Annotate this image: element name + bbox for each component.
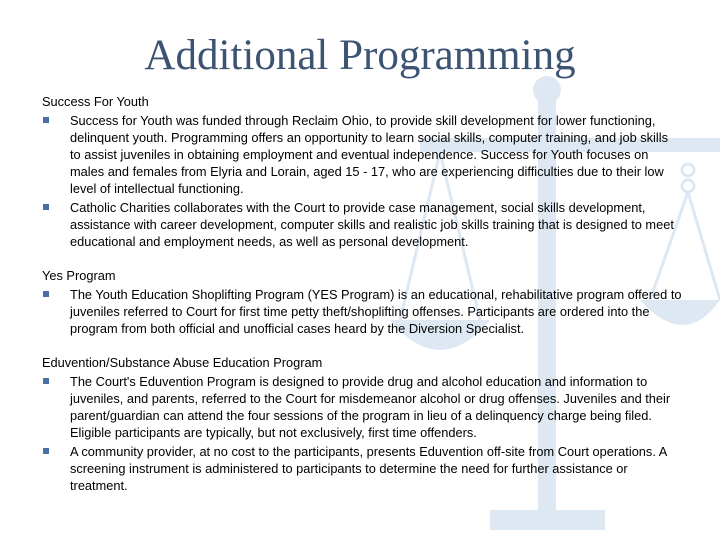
bullet-list [42,286,682,337]
page-title: Additional Programming [144,32,576,79]
square-bullet-icon [43,378,49,384]
list-item-text: The Youth Education Shoplifting Program (YES Program) is an educational, rehabilitative program offered to juveniles referred to Court for first time petty theft/shoplifting offenses. Participants are ordered into the program from both official and unofficial cases heard by the Diversion Specialist. [70,287,682,336]
list-item [42,199,682,250]
section-yes-program [42,267,682,337]
list-item-text: The Court's Eduvention Program is designed to provide drug and alcohol education and information to juveniles, and parents, referred to the Court for misdemeanor alcohol or drug offenses. Juveniles and their parent/guardian can attend the four sessions of the program in lieu of a delinquency charge being filed. Eligible participants are typically, but not exclusively, first time offenders. [70,374,671,440]
square-bullet-icon [43,204,49,210]
list-item-text: Success for Youth was funded through Reclaim Ohio, to provide skill development for lower functioning, delinquent youth. Programming offers an opportunity to learn social skills, computer training, and job skills to assist juveniles in obtaining employment and eventual independence. Success for Youth focuses on males and females from Elyria and Lorain, aged 15 - 17, who are experiencing difficulties due to their low level of intellectual functioning. [70,113,668,196]
section-heading: Eduvention/Substance Abuse Education Program [42,355,323,370]
list-item [42,373,682,441]
section-heading: Yes Program [42,268,116,283]
list-item-text: A community provider, at no cost to the participants, presents Eduvention off-site from Court operations. A screening instrument is administered to participants to determine the need for further assistance or treatment. [70,444,667,493]
list-item [42,443,682,494]
list-item [42,112,682,197]
list-item [42,286,682,337]
square-bullet-icon [43,117,49,123]
square-bullet-icon [43,291,49,297]
bullet-list [42,373,682,494]
list-item-text: Catholic Charities collaborates with the Court to provide case management, social skills development, assistance with career development, computer skills and realistic job skills training that is designed to meet educational and employment needs, as well as personal development. [70,200,674,249]
section-success-for-youth [42,93,682,250]
square-bullet-icon [43,448,49,454]
section-heading: Success For Youth [42,94,149,109]
bullet-list [42,112,682,250]
section-eduvention [42,354,682,494]
content-body [42,93,682,511]
